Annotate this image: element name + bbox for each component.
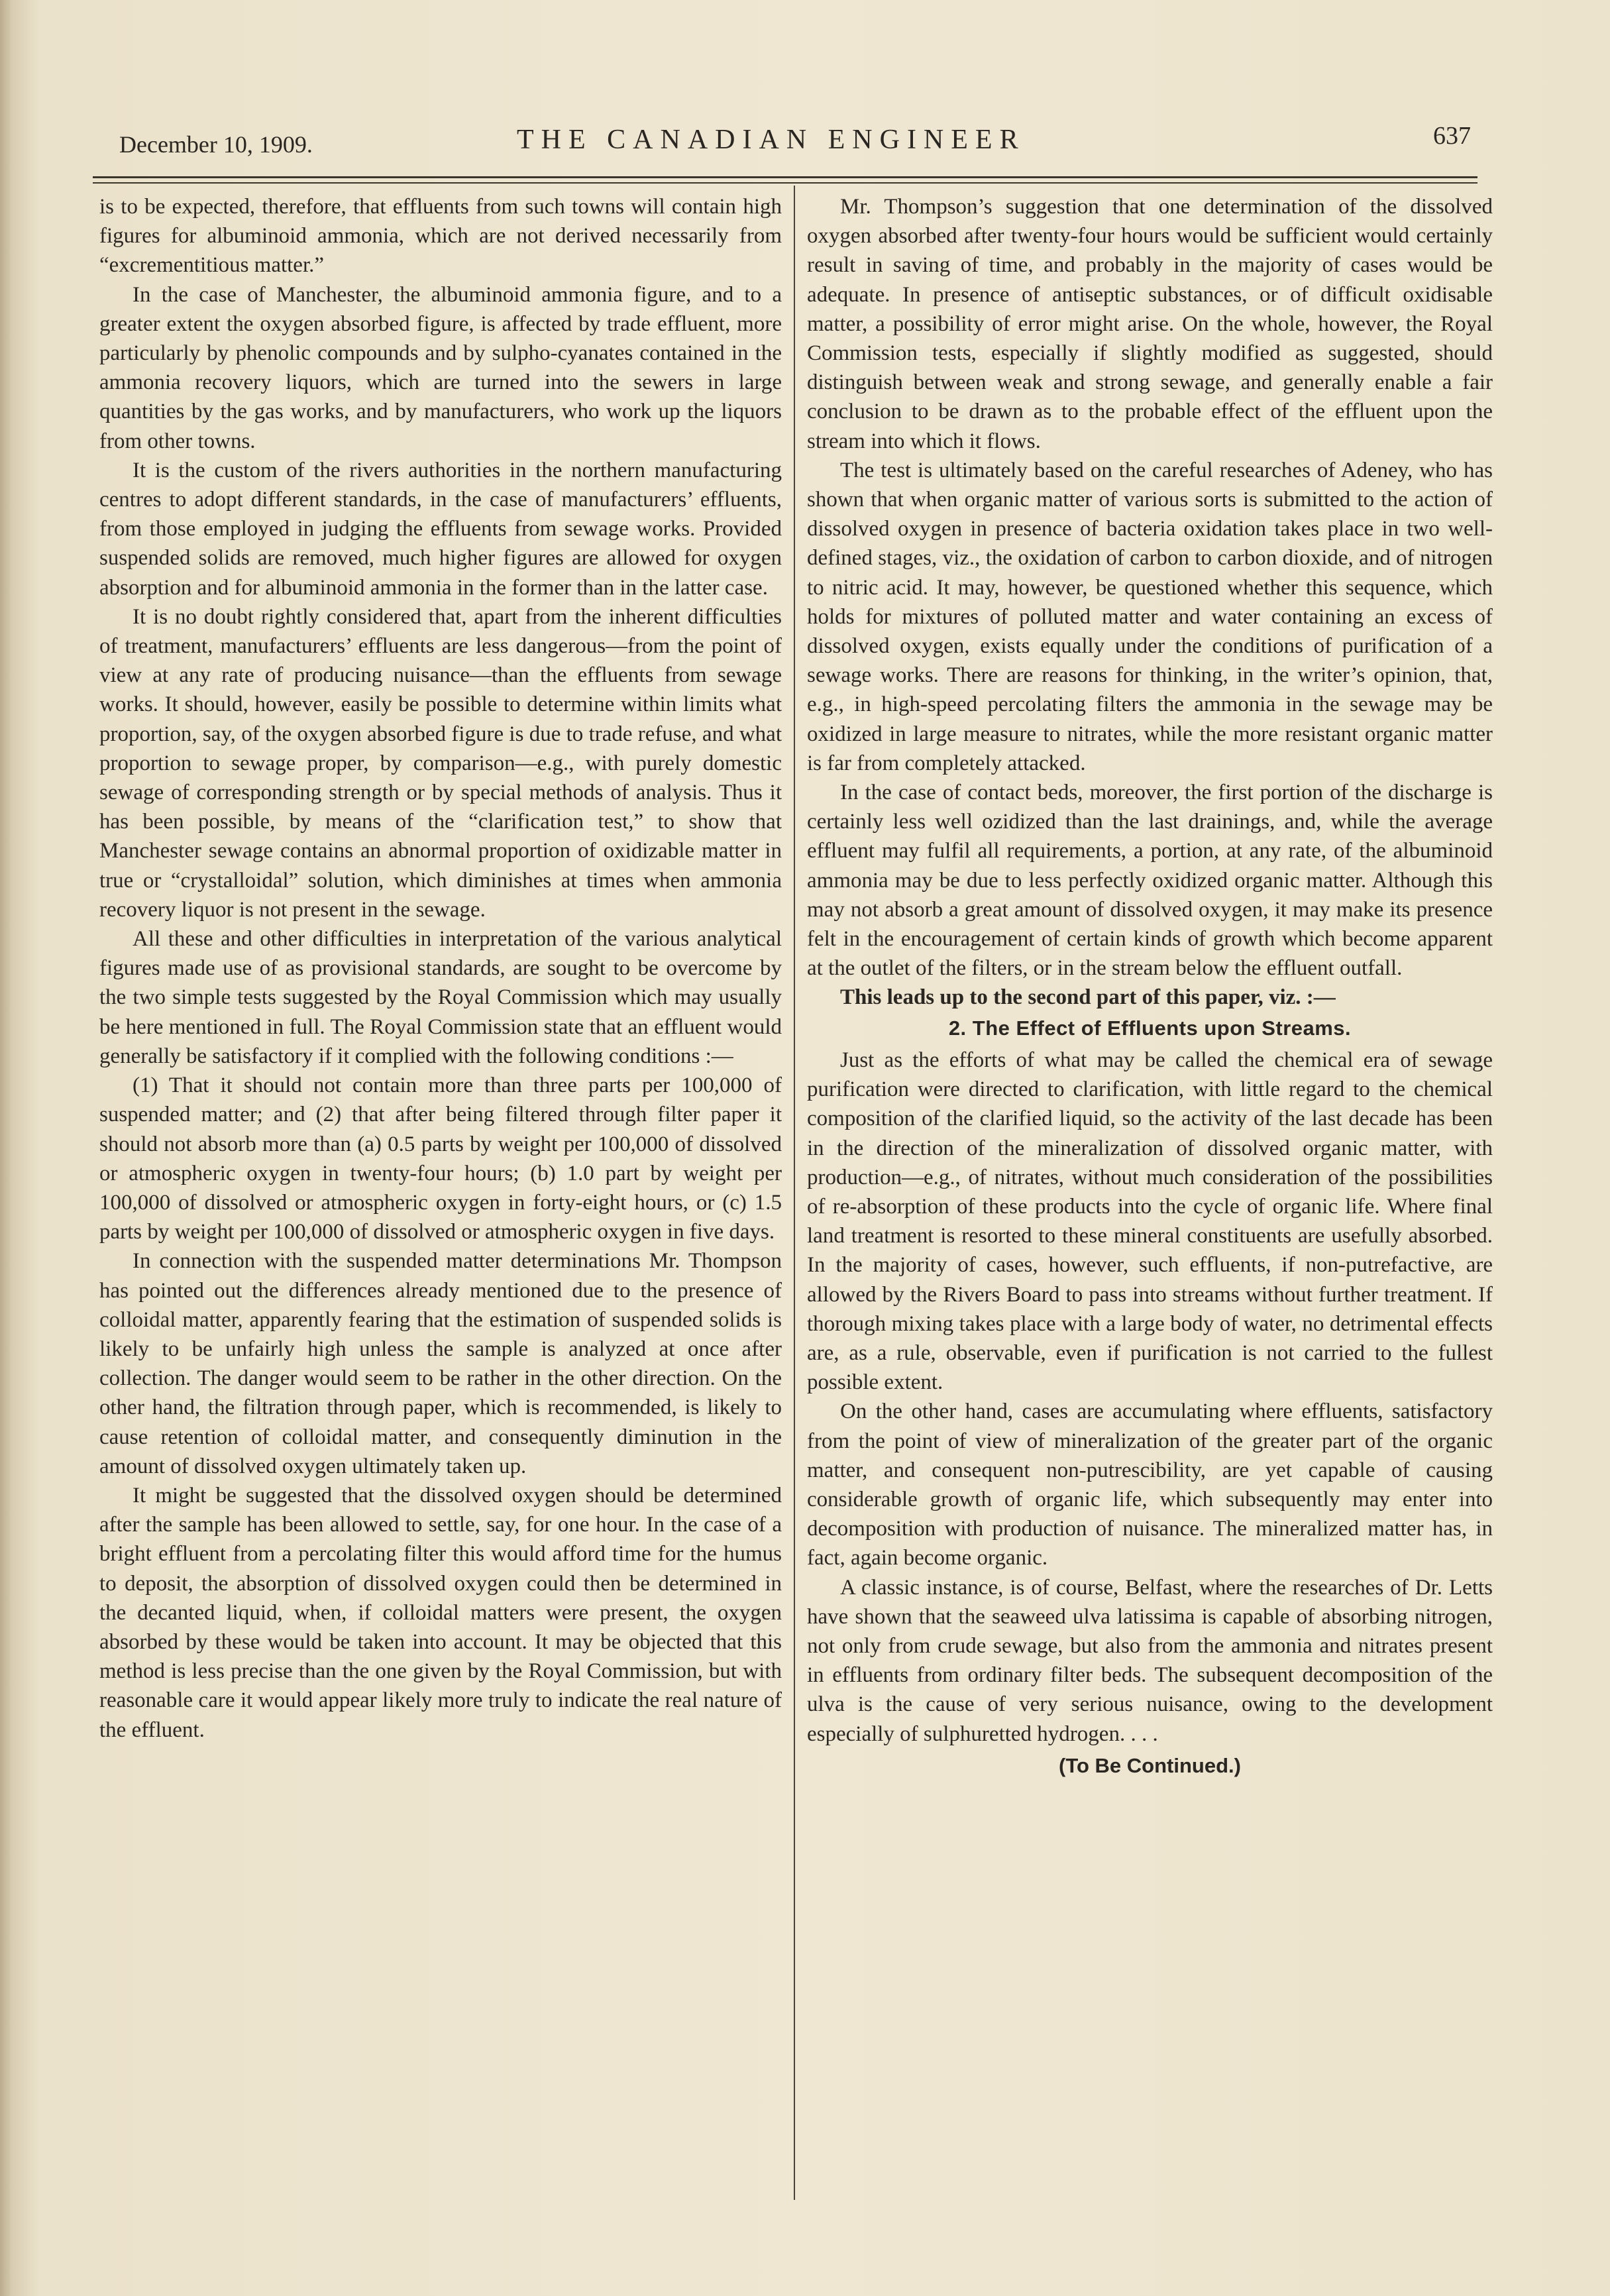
right-column [807,192,1493,1780]
page-number: 637 [1433,122,1471,150]
paragraph: Mr. Thompson’s suggestion that one determination of the dissolved oxygen absorbed after twenty-four hours would be sufficient would certainly result in saving of time, and probably in the majority of cases would be adequate. In presence of antiseptic substances, or of difficult oxidisable matter, a possibility of error might arise. On the whole, however, the Royal Commission tests, especially if slightly modified as suggested, should distinguish between weak and strong sewage, and generally enable a fair conclusion to be drawn as to the probable effect of the effluent upon the stream into which it flows. [807,195,1493,453]
paragraph: In connection with the suspended matter determinations Mr. Thompson has pointed out the differences already mentioned due to the presence of colloidal matter, apparently fearing that the estimation of suspended solids is likely to be unfairly high unless the sample is analyzed at once after collection. The danger would seem to be rather in the other direction. On the other hand, the filtration through paper, which is recommended, is likely to cause retention of colloidal matter, and consequently diminution in the amount of dissolved oxygen ultimately taken up. [99,1249,782,1478]
section-heading: 2. The Effect of Effluents upon Streams. [948,1016,1352,1040]
left-column [99,192,782,1745]
lead-in-text: This leads up to the second part of this paper, viz. :— [840,985,1336,1010]
paragraph: In the case of Manchester, the albuminoid ammonia figure, and to a greater extent the oxygen absorbed figure, is affected by trade effluent, more particularly by phenolic compounds and by sulpho-cyanates contained in the ammonia recovery liquors, which are turned into the sewers in large quantities by the gas works, and by manufacturers, who work up the liquors from other towns. [99,282,782,453]
paragraph: It is the custom of the rivers authorities in the northern manufacturing centres to adopt different standards, in the case of manufacturers’ effluents, from those employed in judging the effluents from sewage works. Provided suspended solids are removed, much higher figures are allowed for oxygen absorption and for albuminoid ammonia in the former than in the latter case. [99,458,782,600]
continued-note: (To Be Continued.) [1059,1753,1241,1777]
header-date: December 10, 1909. [119,131,313,158]
paragraph: A classic instance, is of course, Belfast, where the researches of Dr. Letts have shown that the seaweed ulva latissima is capable of absorbing nitrogen, not only from crude sewage, but also from the ammonia and nitrates present in effluents from ordinary filter beds. The subsequent decomposition of the ulva is the cause of very serious nuisance, owing to the development especially of sulphuretted hydrogen. . . . [807,1575,1493,1746]
header-rule-bottom [93,182,1477,184]
paragraph: It is no doubt rightly considered that, apart from the inherent difficulties of treatment, manufacturers’ effluents are less dangerous—from the point of view at any rate of producing nuisance—than the effluents from sewage works. It should, however, easily be possible to determine within limits what proportion, say, of the oxygen absorbed figure is due to trade refuse, and what proportion to sewage proper, by comparison—e.g., with purely domestic sewage of corresponding strength or by special methods of analysis. Thus it has been possible, by means of the “clarification test,” to show that Manchester sewage contains an abnormal proportion of oxidizable matter in true or “crystalloidal” solution, which diminishes at times when ammonia recovery liquor is not present in the sewage. [99,604,782,922]
paragraph: The test is ultimately based on the careful researches of Adeney, who has shown that when organic matter of various sorts is submitted to the action of dissolved oxygen in presence of bacteria oxidation takes place in two well-defined stages, viz., the oxidation of carbon to carbon dioxide, and of nitrogen to nitric acid. It may, however, be questioned whether this sequence, which holds for mixtures of polluted matter and water containing an excess of dissolved oxygen, exists equally under the conditions of purification of a sewage works. There are reasons for thinking, in the writer’s opinion, that, e.g., in high-speed percolating filters the ammonia in the sewage may be oxidized in large measure to nitrates, while the more resistant organic matter is far from completely attacked. [807,458,1493,775]
journal-title: THE CANADIAN ENGINEER [517,125,1026,155]
paragraph: It might be suggested that the dissolved oxygen should be determined after the sample has been allowed to settle, say, for one hour. In the case of a bright effluent from a percolating filter this would afford time for the humus to deposit, the absorption of dissolved oxygen could then be determined in the decanted liquid, when, if colloidal matters were present, the oxygen absorbed by these would be taken into account. It may be objected that this method is less precise than the one given by the Royal Commission, but with reasonable care it would appear likely more truly to indicate the real nature of the effluent. [99,1483,782,1742]
header-rule-top [93,176,1477,178]
paragraph: All these and other difficulties in interpretation of the various analytical figures made use of as provisional standards, are sought to be overcome by the two simple tests suggested by the Royal Commission which may usually be here mentioned in full. The Royal Commission state that an effluent would generally be satisfactory if it complied with the following conditions :— [99,927,782,1068]
paragraph: In the case of contact beds, moreover, the first portion of the discharge is certainly less well ozidized than the last drainings, and, while the average effluent may fulfil all requirements, a portion, at any rate, of the albuminoid ammonia may be due to less perfectly oxidized organic matter. Although this may not absorb a great amount of dissolved oxygen, it may make its presence felt in the encouragement of certain kinds of growth which become apparent at the outlet of the filters, or in the stream below the effluent outfall. [807,781,1493,981]
paragraph: On the other hand, cases are accumulating where effluents, satisfactory from the point of view of mineralization of the greater part of the organic matter, and consequent non-putrescibility, are yet capable of causing considerable growth of organic life, which subsequently may enter into decomposition with production of nuisance. The mineralized matter has, in fact, again become organic. [807,1399,1493,1570]
column-divider [794,186,795,2200]
page-header [113,116,1477,162]
paragraph: Just as the efforts of what may be called the chemical era of sewage purification were directed to clarification, with little regard to the chemical composition of the clarified liquid, so the activity of the last decade has been in the direction of the mineralization of dissolved organic matter, with production—e.g., of nitrates, without much consideration of the possibilities of re-absorption of these products into the cycle of organic life. Where final land treatment is resorted to these mineral constituents are usefully absorbed. In the majority of cases, however, such effluents, if non-putrefactive, are allowed by the Rivers Board to pass into streams without further treatment. If thorough mixing takes place with a large body of water, no detrimental effects are, as a rule, observable, even if purification is not carried to the fullest possible extent. [807,1048,1493,1395]
paragraph: is to be expected, therefore, that effluents from such towns will contain high figures for albuminoid ammonia, which are not derived necessarily from “excrementitious matter.” [99,195,782,278]
paragraph: (1) That it should not contain more than three parts per 100,000 of suspended matter; and (2) that after being filtered through filter paper it should not absorb more than (a) 0.5 parts by weight per 100,000 of dissolved or atmospheric oxygen in twenty-four hours; (b) 1.0 part by weight per 100,000 of dissolved or atmospheric oxygen in forty-eight hours, or (c) 1.5 parts by weight per 100,000 of dissolved or atmospheric oxygen in five days. [99,1073,782,1244]
